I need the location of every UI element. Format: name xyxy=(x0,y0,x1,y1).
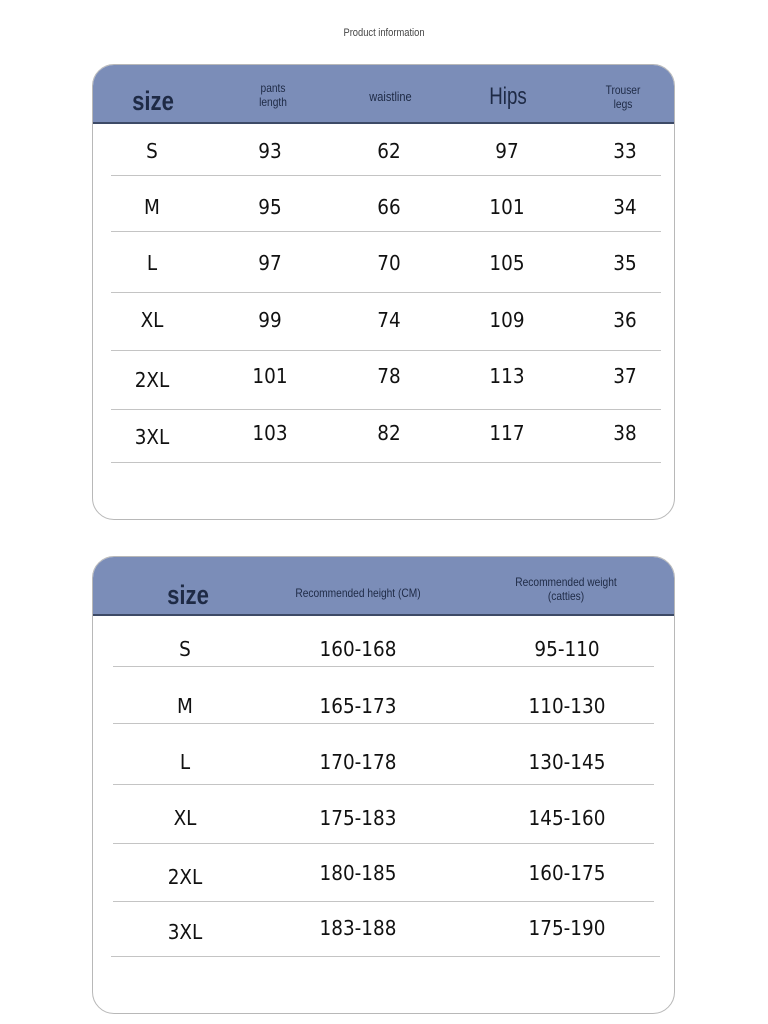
cell-size: XL xyxy=(140,308,164,332)
cell-weight: 160-175 xyxy=(528,861,606,885)
cell-pants-length: 97 xyxy=(258,251,282,275)
table-header xyxy=(93,65,674,124)
size-recommendation-table xyxy=(92,556,675,1014)
table-row xyxy=(113,844,654,902)
cell-pants-length: 101 xyxy=(252,364,288,388)
table-row xyxy=(113,616,654,667)
header-trouser-legs xyxy=(589,77,657,117)
cell-size: M xyxy=(144,195,160,219)
cell-height: 183-188 xyxy=(319,916,397,940)
cell-height: 180-185 xyxy=(319,861,397,885)
cell-size: L xyxy=(146,251,158,275)
table-row xyxy=(113,724,654,785)
table-row xyxy=(111,293,661,351)
cell-size: S xyxy=(179,637,191,661)
cell-height: 160-168 xyxy=(319,637,397,661)
cell-weight: 110-130 xyxy=(528,694,606,718)
cell-waistline: 70 xyxy=(377,251,401,275)
header-pants-line1: pants xyxy=(260,80,286,95)
cell-hips: 113 xyxy=(489,364,525,388)
cell-weight: 95-110 xyxy=(534,637,600,661)
cell-size: 3XL xyxy=(167,920,203,944)
cell-trouser-legs: 33 xyxy=(613,139,637,163)
table-row xyxy=(111,902,660,957)
header-weight-line1: Recommended weight xyxy=(515,574,617,589)
table-row xyxy=(113,667,654,724)
header-recommended-weight xyxy=(502,569,630,609)
cell-size: S xyxy=(146,139,158,163)
table-row xyxy=(111,176,661,232)
header-pants-length xyxy=(239,75,307,115)
cell-trouser-legs: 35 xyxy=(613,251,637,275)
cell-pants-length: 99 xyxy=(258,308,282,332)
cell-height: 170-178 xyxy=(319,750,397,774)
cell-waistline: 62 xyxy=(377,139,401,163)
cell-waistline: 78 xyxy=(377,364,401,388)
table-header xyxy=(93,557,674,616)
cell-waistline: 66 xyxy=(377,195,401,219)
table-row xyxy=(111,124,661,176)
cell-waistline: 74 xyxy=(377,308,401,332)
cell-trouser-legs: 38 xyxy=(613,421,637,445)
header-hips: Hips xyxy=(489,82,527,110)
cell-height: 165-173 xyxy=(319,694,397,718)
table-row xyxy=(111,232,661,293)
cell-pants-length: 93 xyxy=(258,139,282,163)
cell-size: L xyxy=(179,750,191,774)
cell-weight: 130-145 xyxy=(528,750,606,774)
cell-trouser-legs: 37 xyxy=(613,364,637,388)
header-pants-line2: length xyxy=(259,95,287,109)
cell-size: 2XL xyxy=(134,368,170,392)
cell-size: 2XL xyxy=(167,865,203,889)
cell-hips: 117 xyxy=(489,421,525,445)
cell-weight: 175-190 xyxy=(528,916,606,940)
cell-pants-length: 95 xyxy=(258,195,282,219)
cell-hips: 109 xyxy=(489,308,525,332)
table-row xyxy=(113,785,654,844)
cell-weight: 145-160 xyxy=(528,806,606,830)
cell-pants-length: 103 xyxy=(252,421,288,445)
cell-hips: 105 xyxy=(489,251,525,275)
header-size: size xyxy=(167,579,209,610)
header-size: size xyxy=(132,85,174,116)
cell-waistline: 82 xyxy=(377,421,401,445)
table-row xyxy=(111,351,661,410)
cell-trouser-legs: 36 xyxy=(613,308,637,332)
header-trouser-line1: Trouser xyxy=(605,82,641,97)
header-recommended-height: Recommended height (CM) xyxy=(295,585,421,600)
size-measurement-table xyxy=(92,64,675,520)
cell-size: 3XL xyxy=(134,425,170,449)
cell-hips: 101 xyxy=(489,195,525,219)
cell-size: M xyxy=(177,694,193,718)
table-row xyxy=(111,410,661,463)
header-waistline: waistline xyxy=(369,89,412,105)
cell-height: 175-183 xyxy=(319,806,397,830)
header-trouser-line2: legs xyxy=(613,97,633,111)
cell-size: XL xyxy=(173,806,197,830)
cell-trouser-legs: 34 xyxy=(613,195,637,219)
cell-hips: 97 xyxy=(495,139,519,163)
page-title: Product information xyxy=(343,27,425,39)
header-weight-line2: (catties) xyxy=(547,589,585,603)
